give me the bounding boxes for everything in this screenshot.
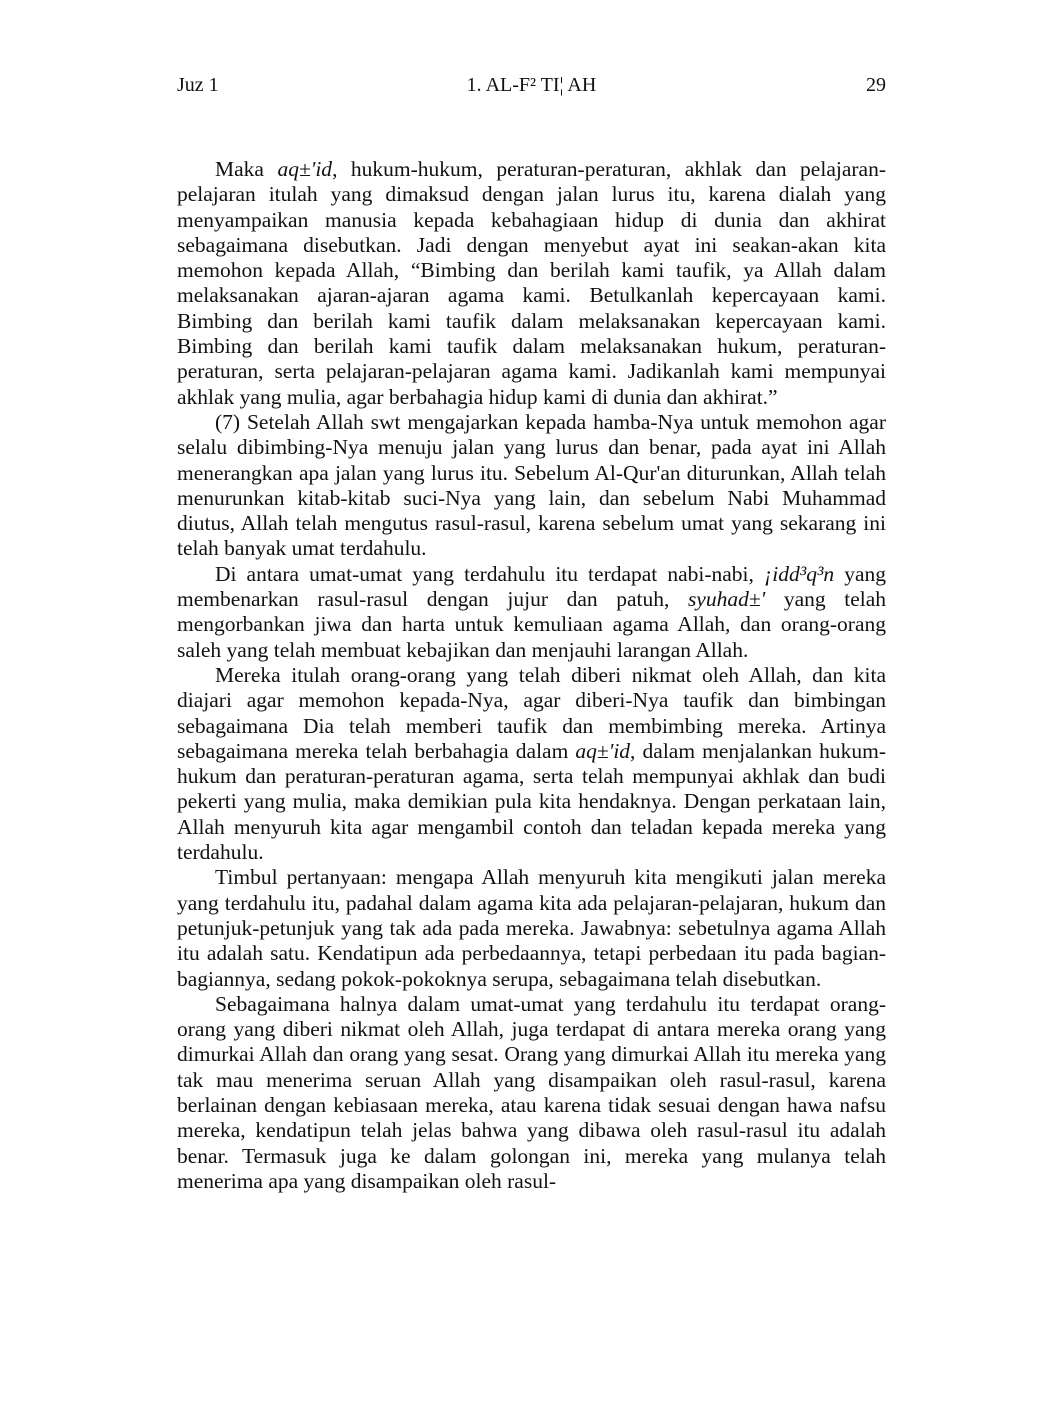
- text-run: Timbul pertanyaan: mengapa Allah menyuruh kita mengikuti jalan mereka yang terdahulu itu, padahal dalam agama kita ada pelajaran-pelajaran, hukum dan petunjuk-petunjuk yang tak ada pada mereka. Jawabnya: sebetulnya agama Allah itu adalah satu. Kendatipun ada perbedaannya, tetapi perbedaan itu pada bagian-bagiannya, sedang pokok-pokoknya serupa, sebagaimana telah disebutkan.: [177, 865, 886, 991]
- page-number: 29: [866, 74, 886, 96]
- paragraph: [177, 410, 886, 562]
- paragraph: [177, 562, 886, 663]
- surah-title: 1. AL-F² TI¦ AH: [466, 74, 597, 96]
- text-run: (7) Setelah Allah swt mengajarkan kepada hamba-Nya untuk memohon agar selalu dibimbing-Nya menuju jalan yang lurus dan benar, pada ayat ini Allah menerangkan apa jalan yang lurus itu. Sebelum Al-Qur'an diturunkan, Allah telah menurunkan kitab-kitab suci-Nya yang lain, dan sebelum Nabi Muhammad diutus, Allah telah mengutus rasul-rasul, karena sebelum umat yang sekarang ini telah banyak umat terdahulu.: [177, 409, 886, 561]
- paragraph: [177, 157, 886, 410]
- text-run: Maka: [215, 157, 278, 181]
- text-run: yang telah mengorbankan jiwa dan harta untuk kemuliaan agama Allah, dan orang-orang saleh yang telah membuat kebajikan dan menjauhi larangan Allah.: [177, 587, 887, 662]
- italic-term: syuhad±': [687, 587, 766, 612]
- text-run: , hukum-hukum, peraturan-peraturan, akhlak dan pelajaran-pelajaran itulah yang dimaksud dengan jalan lurus itu, karena dialah yang menyampaikan manusia kepada kebahagiaan hidup di dunia dan akhirat sebagaimana disebutkan. Jadi dengan menyebut ayat ini seakan-akan kita memohon kepada Allah, “Bimbing dan berilah kami taufik, ya Allah dalam melaksanakan ajaran-ajaran agama kami. Betulkanlah kepercayaan kami. Bimbing dan berilah kami taufik dalam melaksanakan kepercayaan kami. Bimbing dan berilah kami taufik dalam melaksanakan hukum, peraturan-peraturan, serta pelajaran-pelajaran agama kami. Jadikanlah kami mempunyai akhlak yang mulia, agar berbahagia hidup kami di dunia dan akhirat.”: [177, 157, 886, 409]
- body-text: [177, 157, 886, 1194]
- paragraph: [177, 865, 886, 991]
- juz-label: Juz 1: [177, 74, 219, 96]
- italic-term: aq±'id: [575, 738, 631, 763]
- paragraph: [177, 663, 886, 865]
- italic-term: ¡idd³q³n: [763, 561, 835, 586]
- text-run: Di antara umat-umat yang terdahulu itu terdapat nabi-nabi,: [215, 561, 764, 586]
- paragraph: [177, 992, 886, 1194]
- text-run: Mereka itulah orang-orang yang telah diberi nikmat oleh Allah, dan kita diajari agar memohon kepada-Nya, agar diberi-Nya taufik dan bimbingan sebagaimana Dia telah memberi taufik dan membimbing mereka. Artinya sebagaimana mereka telah berbahagia dalam: [177, 662, 886, 763]
- text-run: , dalam menjalankan hukum-hukum dan peraturan-peraturan agama, serta telah mempunyai akhlak dan budi pekerti yang mulia, maka demikian pula kita hendaknya. Dengan perkataan lain, Allah menyuruh kita agar mengambil contoh dan teladan kepada mereka yang terdahulu.: [177, 738, 886, 865]
- running-header: [177, 71, 886, 99]
- italic-term: aq±'id: [277, 157, 333, 181]
- text-run: Sebagaimana halnya dalam umat-umat yang terdahulu itu terdapat orang-orang yang diberi nikmat oleh Allah, juga terdapat di antara mereka orang yang dimurkai Allah dan orang yang sesat. Orang yang dimurkai Allah itu mereka yang tak mau menerima seruan Allah yang disampaikan oleh rasul-rasul, karena berlainan dengan kebiasaan mereka, atau karena tidak sesuai dengan hawa nafsu mereka, kendatipun telah jelas bahwa yang dibawa oleh rasul-rasul itu adalah benar. Termasuk juga ke dalam golongan ini, mereka yang mulanya telah menerima apa yang disampaikan oleh rasul-: [177, 991, 886, 1193]
- text-run: yang membenarkan rasul-rasul dengan jujur dan patuh,: [177, 561, 887, 612]
